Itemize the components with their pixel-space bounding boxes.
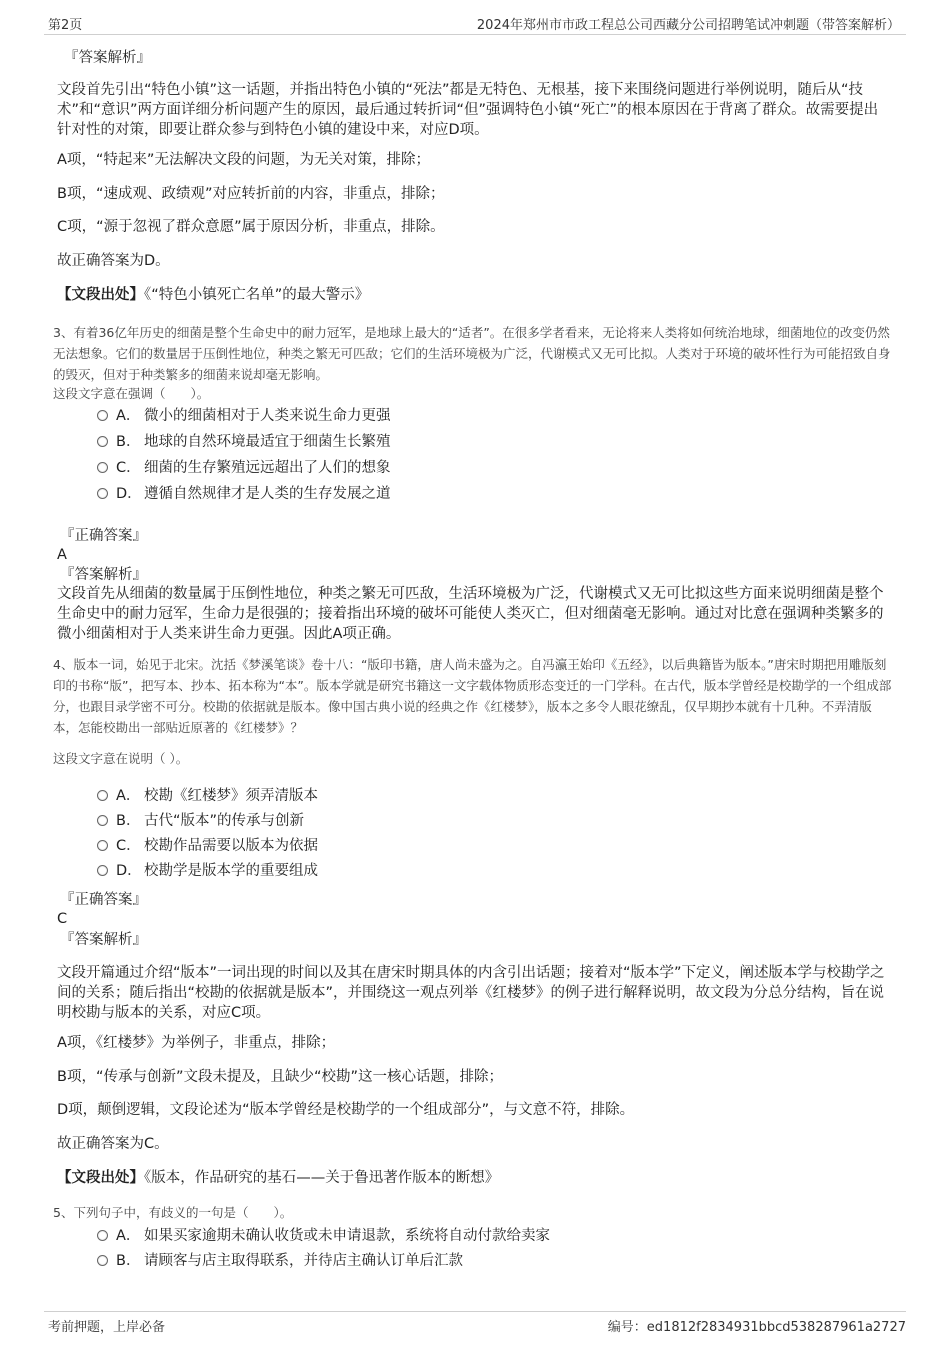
q5-option-b[interactable]: B． 请顾客与店主取得联系，并待店主确认订单后汇款 — [97, 1251, 463, 1271]
q4-option-d[interactable]: D． 校勘学是版本学的重要组成 — [97, 861, 318, 881]
source-text: 《“特色小镇死亡名单”的最大警示》 — [144, 287, 370, 303]
radio-icon[interactable] — [97, 462, 108, 473]
source-label: 【文段出处】 — [57, 287, 144, 303]
q3-option-c[interactable]: C． 细菌的生存繁殖远远超出了人们的想象 — [97, 458, 391, 478]
q4-answer: C — [57, 911, 68, 927]
q4-line-d: D项，颠倒逻辑，文段论述为“版本学曾经是校勘学的一个组成部分”，与文意不符，排除。 — [57, 1102, 635, 1118]
q4-conclusion: 故正确答案为C。 — [57, 1136, 169, 1152]
q3-analysis-text: 文段首先从细菌的数量属于压倒性地位，种类之繁无可匹敌，生活环境极为广泛，代谢模式又无可比拟这些方面来说明细菌是整个生命史中的耐力冠军，生命力是很强的；接着指出环境的破坏可能使人类灭亡，但对细菌毫无影响。通过对比意在强调种类繁多的微小细菌相对于人类来讲生命力更强。因此A项正确。 — [57, 586, 884, 642]
radio-icon[interactable] — [97, 815, 108, 826]
q2-analysis-label: 『答案解析』 — [64, 50, 151, 66]
q4-option-c[interactable]: C． 校勘作品需要以版本为依据 — [97, 836, 318, 856]
q4-answer-label: 『正确答案』 — [60, 892, 147, 908]
q3-option-d[interactable]: D． 遵循自然规律才是人类的生存发展之道 — [97, 484, 391, 504]
q2-line-c: C项，“源于忽视了群众意愿”属于原因分析，非重点，排除。 — [57, 219, 445, 235]
radio-icon[interactable] — [97, 790, 108, 801]
radio-icon[interactable] — [97, 488, 108, 499]
q4-source — [57, 1168, 499, 1188]
q4-option-b[interactable]: B． 古代“版本”的传承与创新 — [97, 811, 304, 831]
source-label: 【文段出处】 — [57, 1170, 144, 1186]
footer-serial: 编号：ed1812f2834931bbcd538287961a2727 — [607, 1320, 906, 1335]
q2-analysis-text: 文段首先引出“特色小镇”这一话题，并指出特色小镇的“死法”都是无特色、无根基，接下来围绕问题进行举例说明，随后从“技术”和“意识”两方面详细分析问题产生的原因，最后通过转折词“但”强调特色小镇“死亡”的根本原因在于背离了群众。故需要提出针对性的对策，即要让群众参与到特色小镇的建设中来，对应D项。 — [57, 82, 879, 138]
q5-option-a[interactable]: A． 如果买家逾期未确认收货或未申请退款，系统将自动付款给卖家 — [97, 1226, 550, 1246]
page-footer — [44, 1311, 906, 1338]
page-number: 第2页 — [48, 18, 83, 33]
radio-icon[interactable] — [97, 865, 108, 876]
radio-icon[interactable] — [97, 410, 108, 421]
q3-stem: 3、有着36亿年历史的细菌是整个生命史中的耐力冠军，是地球上最大的“适者”。在很多学者看来，无论将来人类将如何统治地球，细菌地位的改变仍然无法想象。它们的数量居于压倒性地位，种类之繁无可匹敌；它们的生活环境极为广泛，代谢模式又无可比拟。人类对于环境的破坏性行为可能招致自身的毁灭，但对于种类繁多的细菌来说却毫无影响。 — [53, 325, 891, 382]
page-header — [44, 10, 906, 35]
source-text: 《版本，作品研究的基石——关于鲁迅著作版本的断想》 — [144, 1170, 500, 1186]
radio-icon[interactable] — [97, 436, 108, 447]
q2-conclusion: 故正确答案为D。 — [57, 253, 170, 269]
q3-option-a[interactable]: A． 微小的细菌相对于人类来说生命力更强 — [97, 406, 391, 426]
q4-question: 这段文字意在说明（ ）。 — [53, 751, 189, 766]
radio-icon[interactable] — [97, 1255, 108, 1266]
q2-line-a: A项，“特起来”无法解决文段的问题，为无关对策，排除； — [57, 152, 430, 168]
q3-answer-label: 『正确答案』 — [60, 528, 147, 544]
q3-answer: A — [57, 547, 67, 563]
q4-stem: 4、版本一词，始见于北宋。沈括《梦溪笔谈》卷十八：“版印书籍，唐人尚未盛为之。自冯瀛王始印《五经》，以后典籍皆为版本。”唐宋时期把用雕版刻印的书称“版”，把写本、抄本、拓本称为“本”。版本学就是研究书籍这一文字载体物质形态变迁的一门学科。在古代，版本学曾经是校勘学的一个组成部分，也跟目录学密不可分。校勘的依据就是版本。像中国古典小说的经典之作《红楼梦》，版本之多令人眼花缭乱，仅早期抄本就有十几种。不弄清版本，怎能校勘出一部贴近原著的《红楼梦》？ — [53, 657, 892, 735]
footer-slogan: 考前押题，上岸必备 — [48, 1320, 166, 1335]
radio-icon[interactable] — [97, 840, 108, 851]
q3-question: 这段文字意在强调（ ）。 — [53, 386, 210, 401]
document-title: 2024年郑州市市政工程总公司西藏分公司招聘笔试冲刺题（带答案解析） — [476, 18, 900, 33]
q4-option-a[interactable]: A． 校勘《红楼梦》须弄清版本 — [97, 786, 318, 806]
radio-icon[interactable] — [97, 1230, 108, 1241]
q5-stem: 5、下列句子中，有歧义的一句是（ ）。 — [53, 1205, 293, 1220]
q2-source — [57, 285, 369, 305]
q4-analysis-text: 文段开篇通过介绍“版本”一词出现的时间以及其在唐宋时期具体的内含引出话题；接着对“版本学”下定义，阐述版本学与校勘学之间的关系；随后指出“校勘的依据就是版本”，并围绕这一观点列举《红楼梦》的例子进行解释说明，故文段为分总分结构，旨在说明校勘与版本的关系，对应C项。 — [57, 965, 885, 1021]
q2-line-b: B项，“速成观、政绩观”对应转折前的内容，非重点，排除； — [57, 186, 445, 202]
q4-line-b: B项，“传承与创新”文段未提及，且缺少“校勘”这一核心话题，排除； — [57, 1069, 503, 1085]
q4-analysis-label: 『答案解析』 — [60, 932, 147, 948]
q4-line-a: A项，《红楼梦》为举例子，非重点，排除； — [57, 1035, 336, 1051]
q3-option-b[interactable]: B． 地球的自然环境最适宜于细菌生长繁殖 — [97, 432, 391, 452]
q3-analysis-label: 『答案解析』 — [60, 567, 147, 583]
